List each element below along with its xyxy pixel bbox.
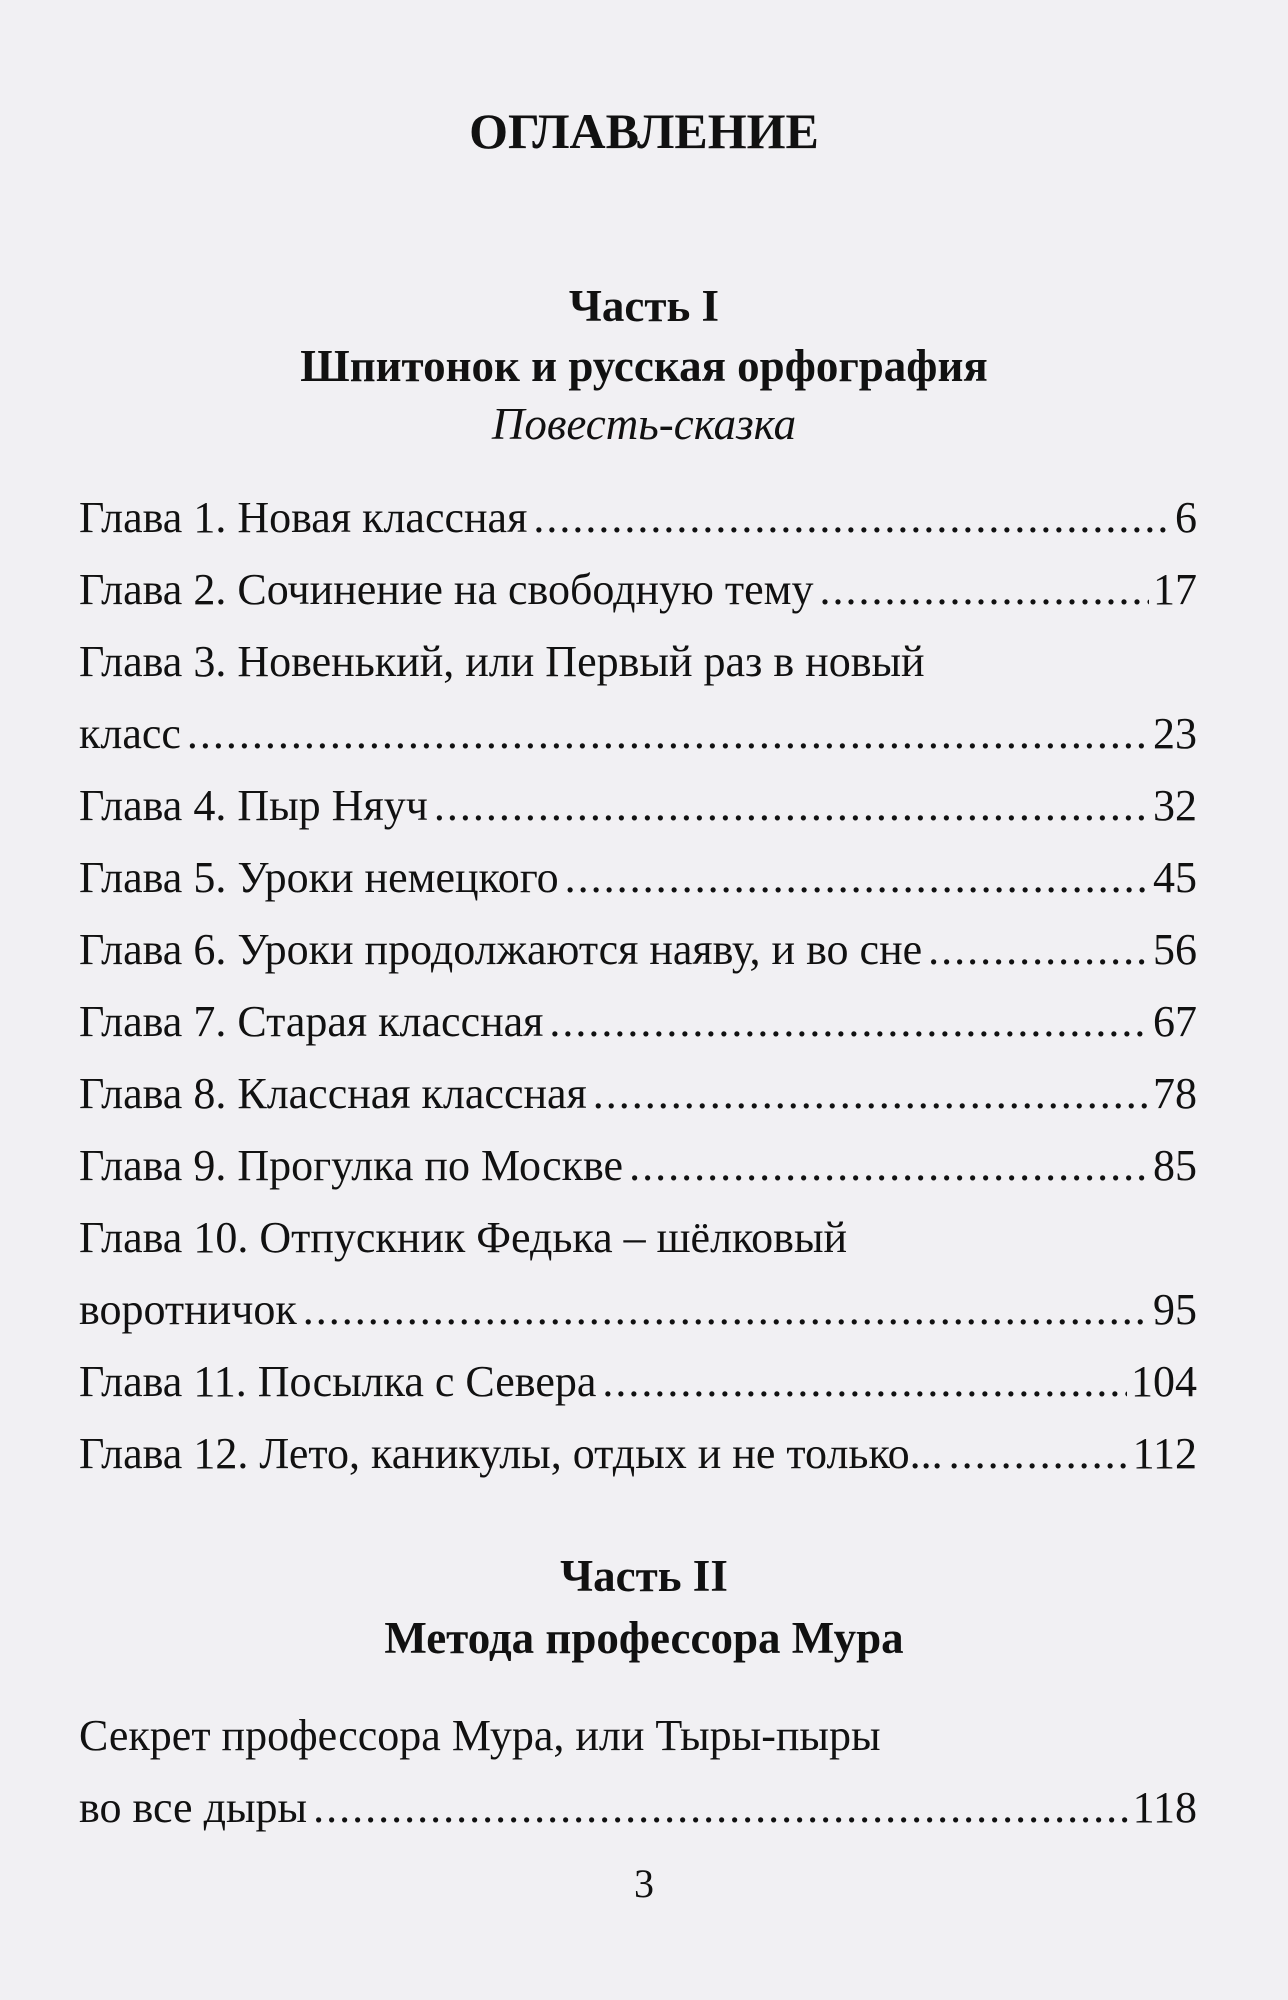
dot-leader bbox=[629, 1130, 1149, 1202]
page-number: 3 bbox=[634, 1861, 654, 1906]
toc-entry-page: 56 bbox=[1153, 925, 1197, 974]
toc-entry-title: Глава 9. Прогулка по Москве bbox=[79, 1141, 624, 1190]
part-1-number: Часть I bbox=[568, 281, 720, 331]
toc-entry-chapter-5[interactable] bbox=[79, 842, 1197, 914]
toc-entry-title: Глава 2. Сочинение на свободную тему bbox=[79, 565, 814, 614]
toc-entry-chapter-8[interactable] bbox=[79, 1058, 1197, 1130]
page-title: ОГЛАВЛЕНИЕ bbox=[469, 103, 819, 159]
toc-entry-title: Глава 8. Классная классная bbox=[79, 1069, 587, 1118]
toc-entry-chapter-2[interactable] bbox=[79, 554, 1197, 626]
part-1-subtitle: Повесть-сказка bbox=[491, 399, 797, 449]
toc-entry-chapter-9[interactable] bbox=[79, 1130, 1197, 1202]
dot-leader bbox=[949, 1418, 1129, 1490]
toc-entry-page: 104 bbox=[1131, 1357, 1197, 1406]
dot-leader bbox=[434, 770, 1149, 842]
dot-leader bbox=[565, 842, 1149, 914]
part-1-toc bbox=[79, 482, 1197, 1490]
toc-entry-chapter-1[interactable] bbox=[79, 482, 1197, 554]
toc-entry-page: 78 bbox=[1153, 1069, 1197, 1118]
dot-leader bbox=[313, 1772, 1129, 1844]
dot-leader bbox=[820, 554, 1149, 626]
toc-entry-page: 17 bbox=[1153, 565, 1197, 614]
part-1-title: Шпитонок и русская орфография bbox=[300, 341, 988, 391]
toc-entry-title: Глава 6. Уроки продолжаются наяву, и во сне bbox=[79, 925, 923, 974]
toc-entry-title-line-2: класс bbox=[79, 709, 181, 758]
toc-entry-page: 95 bbox=[1153, 1285, 1197, 1334]
toc-entry-page: 45 bbox=[1153, 853, 1197, 902]
toc-entry-chapter-6[interactable] bbox=[79, 914, 1197, 986]
toc-entry-page: 112 bbox=[1132, 1429, 1197, 1478]
toc-entry-title-line-1: Секрет профессора Мура, или Тыры-пыры bbox=[79, 1711, 881, 1760]
toc-entry-page: 85 bbox=[1153, 1141, 1197, 1190]
part-2-toc bbox=[79, 1700, 1197, 1844]
toc-entry-title-line-1: Глава 3. Новенький, или Первый раз в новый bbox=[79, 637, 925, 686]
dot-leader bbox=[602, 1346, 1127, 1418]
dot-leader bbox=[928, 914, 1149, 986]
toc-entry-title: Глава 1. Новая классная bbox=[79, 493, 528, 542]
toc-entry-chapter-10[interactable] bbox=[79, 1202, 1197, 1346]
toc-entry-chapter-7[interactable] bbox=[79, 986, 1197, 1058]
dot-leader bbox=[593, 1058, 1149, 1130]
toc-entry-title: Глава 4. Пыр Няуч bbox=[79, 781, 428, 830]
toc-entry-chapter-11[interactable] bbox=[79, 1346, 1197, 1418]
toc-entry-page: 6 bbox=[1175, 493, 1197, 542]
dot-leader bbox=[187, 698, 1149, 770]
toc-entry-title: Глава 5. Уроки немецкого bbox=[79, 853, 559, 902]
toc-entry-chapter-3[interactable] bbox=[79, 626, 1197, 770]
toc-entry-title: Глава 12. Лето, каникулы, отдых и не только... bbox=[79, 1429, 943, 1478]
toc-entry-title-line-1: Глава 10. Отпускник Федька – шёлковый bbox=[79, 1213, 848, 1262]
part-2-number: Часть II bbox=[560, 1551, 728, 1601]
toc-entry-page: 67 bbox=[1153, 997, 1197, 1046]
toc-entry-title-line-2: во все дыры bbox=[79, 1783, 308, 1832]
toc-entry-chapter-4[interactable] bbox=[79, 770, 1197, 842]
part-2-title: Метода профессора Мура bbox=[384, 1613, 904, 1663]
toc-entry-secret[interactable] bbox=[79, 1700, 1197, 1844]
toc-entry-chapter-12[interactable] bbox=[79, 1418, 1197, 1490]
toc-entry-title: Глава 11. Посылка с Севера bbox=[79, 1357, 597, 1406]
dot-leader bbox=[549, 986, 1149, 1058]
toc-entry-title: Глава 7. Старая классная bbox=[79, 997, 544, 1046]
dot-leader bbox=[303, 1274, 1149, 1346]
dot-leader bbox=[533, 482, 1171, 554]
toc-entry-title-line-2: воротничок bbox=[79, 1285, 297, 1334]
toc-entry-page: 32 bbox=[1153, 781, 1197, 830]
toc-entry-page: 23 bbox=[1153, 709, 1197, 758]
toc-entry-page: 118 bbox=[1132, 1783, 1197, 1832]
